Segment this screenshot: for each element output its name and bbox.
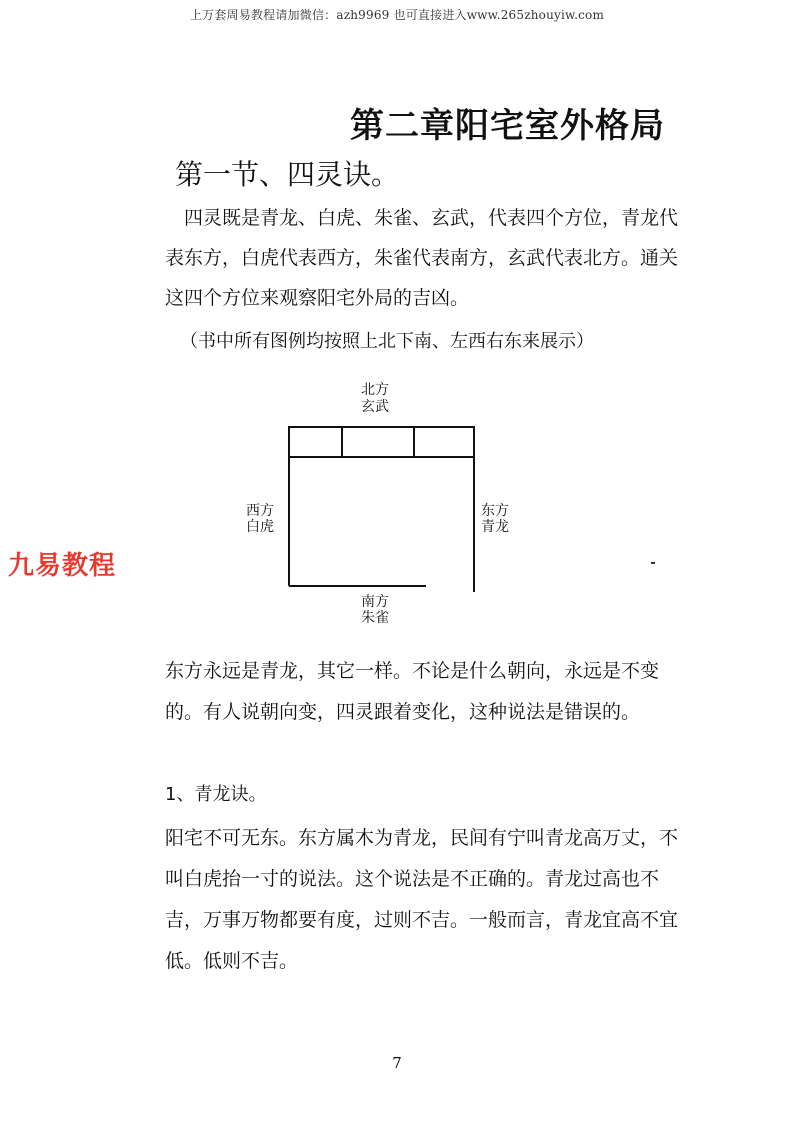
west-label-direction: 西方 xyxy=(246,503,274,519)
west-label-spirit: 白虎 xyxy=(246,519,274,535)
section-title: 第一节、四灵诀。 xyxy=(175,158,400,191)
house-top-row xyxy=(289,427,474,457)
four-spirits-diagram xyxy=(230,375,530,635)
body-paragraph-2: 东方永远是青龙，其它一样。不论是什么朝向，永远是不变的。有人说朝向变，四灵跟着变化，这种说法是错误的。 xyxy=(165,660,660,723)
scan-mark xyxy=(651,562,655,564)
east-label-direction: 东方 xyxy=(481,503,509,519)
south-label-spirit: 朱雀 xyxy=(361,610,389,626)
watermark-logo: 九易教程 xyxy=(8,551,117,581)
intro-paragraph: 四灵既是青龙、白虎、朱雀、玄武，代表四个方位，青龙代表东方，白虎代表西方，朱雀代表南方，玄武代表北方。通关这四个方位来观察阳宅外局的吉凶。 xyxy=(165,207,679,309)
header-ad-note: 上万套周易教程请加微信：azh9969 也可直接进入www.265zhouyiw.com xyxy=(189,8,605,22)
subsection-heading: 1、青龙诀。 xyxy=(165,784,267,805)
north-label-spirit: 玄武 xyxy=(361,399,389,415)
chapter-title: 第二章阳宅室外格局 xyxy=(350,106,665,146)
orientation-note: （书中所有图例均按照上北下南、左西右东来展示） xyxy=(180,331,594,352)
page-number: 7 xyxy=(392,1054,402,1072)
body-paragraph-3: 阳宅不可无东。东方属木为青龙，民间有宁叫青龙高万丈，不叫白虎抬一寸的说法。这个说法是不正确的。青龙过高也不吉，万事万物都要有度，过则不吉。一般而言，青龙宜高不宜低。低则不吉。 xyxy=(165,827,679,972)
south-label-direction: 南方 xyxy=(361,594,389,610)
east-label-spirit: 青龙 xyxy=(481,519,509,535)
north-label-direction: 北方 xyxy=(361,382,389,398)
